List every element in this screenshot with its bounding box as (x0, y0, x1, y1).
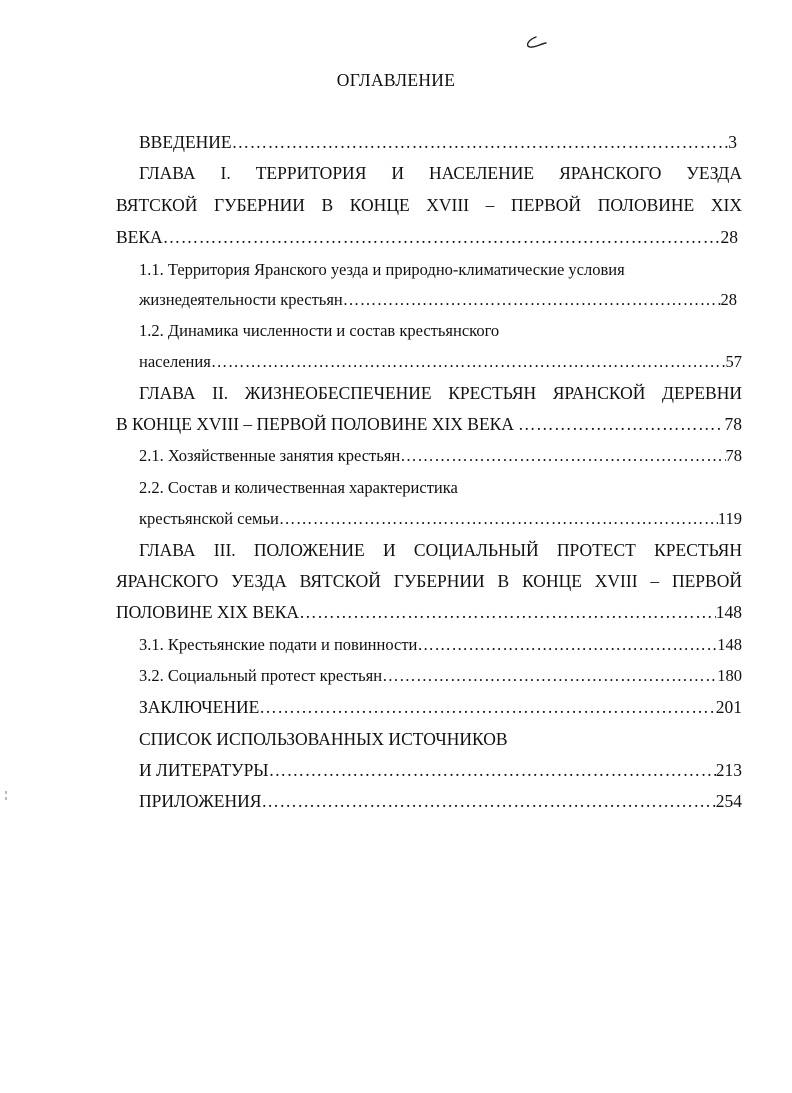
toc-entry-title: И ЛИТЕРАТУРЫ (139, 760, 269, 780)
scan-speck-icon (4, 790, 8, 802)
toc-leader-dots (417, 635, 717, 655)
toc-chapter-1-line-1[interactable]: ГЛАВА I. ТЕРРИТОРИЯ И НАСЕЛЕНИЕ ЯРАНСКОГО УЕЗДА (139, 163, 742, 183)
handwritten-mark-icon (522, 34, 548, 52)
toc-entry-title: крестьянской семьи (139, 509, 279, 528)
toc-entry-title: 3.2. Социальный протест крестьян (139, 666, 383, 685)
toc-section-1-2-line-1[interactable]: 1.2. Динамика численности и состав крестьянского (139, 321, 500, 340)
toc-entry-title: ПРИЛОЖЕНИЯ (139, 791, 262, 811)
toc-page-number: 57 (725, 352, 742, 371)
toc-entry-conclusion[interactable] (139, 697, 742, 718)
toc-entry-title: 3.1. Крестьянские подати и повинности (139, 635, 418, 654)
toc-leader-dots (299, 602, 716, 623)
toc-leader-dots (279, 509, 718, 529)
toc-entry-appendix[interactable] (139, 791, 742, 812)
toc-entry-title: ПОЛОВИНЕ XIX ВЕКА (116, 602, 300, 622)
toc-leader-dots (211, 352, 726, 372)
toc-sources-line-1[interactable]: СПИСОК ИСПОЛЬЗОВАННЫХ ИСТОЧНИКОВ (139, 729, 508, 749)
toc-entry-title: В КОНЦЕ XVIII – ПЕРВОЙ ПОЛОВИНЕ XIX ВЕКА (116, 414, 514, 434)
toc-entry-title: 2.1. Хозяйственные занятия крестьян (139, 446, 401, 465)
toc-entry-section-1-1[interactable] (139, 290, 737, 310)
toc-entry-title: ВЕКА (116, 227, 163, 247)
toc-entry-section-1-2[interactable] (139, 352, 742, 372)
toc-page-number: 78 (724, 414, 742, 434)
toc-leader-dots (269, 760, 716, 781)
toc-page-number: 3 (728, 132, 737, 152)
toc-entry-chapter-2[interactable] (116, 414, 742, 435)
toc-entry-title: ВВЕДЕНИЕ (139, 132, 232, 152)
toc-leader-dots (343, 290, 721, 310)
toc-leader-dots (163, 227, 721, 248)
toc-page-number: 28 (720, 227, 738, 247)
toc-entry-chapter-3[interactable] (116, 602, 742, 623)
toc-entry-sources[interactable] (139, 760, 742, 781)
toc-chapter-2-line-1[interactable]: ГЛАВА II. ЖИЗНЕОБЕСПЕЧЕНИЕ КРЕСТЬЯН ЯРАНСКОЙ ДЕРЕВНИ (139, 383, 742, 403)
toc-chapter-3-line-1[interactable]: ГЛАВА III. ПОЛОЖЕНИЕ И СОЦИАЛЬНЫЙ ПРОТЕСТ КРЕСТЬЯН (139, 540, 742, 560)
toc-chapter-3-line-2[interactable]: ЯРАНСКОГО УЕЗДА ВЯТСКОЙ ГУБЕРНИИ В КОНЦЕ XVIII – ПЕРВОЙ (116, 571, 742, 591)
toc-section-1-1-line-1[interactable]: 1.1. Территория Яранского уезда и природно-климатические условия (139, 260, 625, 279)
toc-entry-title: жизнедеятельности крестьян (139, 290, 343, 309)
toc-entry-section-2-2[interactable] (139, 509, 742, 529)
toc-leader-dots (382, 666, 717, 686)
toc-page-number: 213 (715, 760, 742, 780)
toc-page-number: 148 (715, 602, 742, 622)
toc-leader-dots (261, 791, 715, 812)
toc-page-number: 180 (717, 666, 742, 685)
toc-page-number: 201 (715, 697, 742, 717)
toc-leader-dots (259, 697, 715, 718)
toc-entry-intro[interactable] (139, 132, 737, 153)
toc-entry-section-2-1[interactable] (139, 446, 742, 466)
toc-leader-dots (518, 414, 721, 435)
toc-entry-title: ЗАКЛЮЧЕНИЕ (139, 697, 260, 717)
toc-page-number: 148 (717, 635, 742, 654)
toc-page-number: 254 (715, 791, 742, 811)
toc-section-2-2-line-1[interactable]: 2.2. Состав и количественная характеристика (139, 478, 458, 497)
page-title: ОГЛАВЛЕНИЕ (336, 70, 456, 90)
toc-entry-title: населения (139, 352, 211, 371)
toc-leader-dots (232, 132, 729, 153)
toc-page-number: 119 (717, 509, 742, 528)
toc-page-number: 28 (720, 290, 737, 309)
toc-entry-section-3-1[interactable] (139, 635, 742, 655)
toc-entry-section-3-2[interactable] (139, 666, 742, 686)
toc-leader-dots (400, 446, 725, 466)
toc-entry-chapter-1[interactable] (116, 227, 738, 248)
toc-chapter-1-line-2[interactable]: ВЯТСКОЙ ГУБЕРНИИ В КОНЦЕ XVIII – ПЕРВОЙ ПОЛОВИНЕ XIX (116, 195, 742, 215)
toc-page-number: 78 (725, 446, 742, 465)
